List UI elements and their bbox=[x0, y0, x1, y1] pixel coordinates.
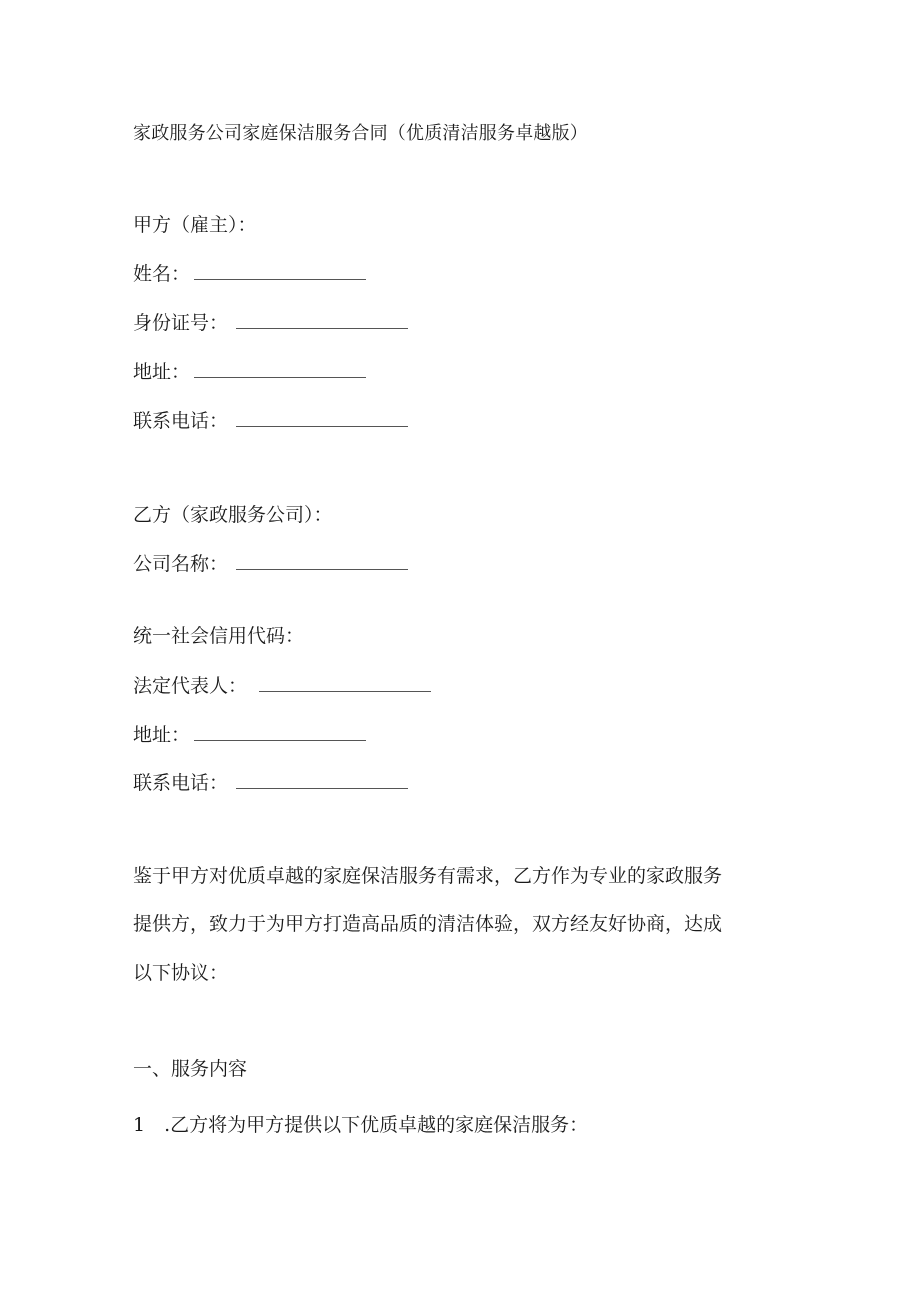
party-a-phone-row bbox=[133, 408, 408, 433]
party-a-address-label: 地址： bbox=[133, 361, 191, 383]
party-a-name-field[interactable] bbox=[194, 261, 366, 280]
party-b-company-field[interactable] bbox=[236, 551, 408, 570]
party-b-credit-code-label: 统一社会信用代码： bbox=[133, 625, 305, 647]
party-b-heading: 乙方（家政服务公司）： bbox=[133, 504, 333, 526]
party-b-phone-field[interactable] bbox=[236, 770, 408, 789]
party-a-id-label: 身份证号： bbox=[133, 312, 229, 334]
party-a-phone-field[interactable] bbox=[236, 408, 408, 427]
party-b-legal-rep-row bbox=[133, 673, 431, 698]
party-a-address-row bbox=[133, 359, 366, 384]
party-a-id-field[interactable] bbox=[236, 310, 408, 329]
section-1-heading: 一、服务内容 bbox=[133, 1058, 248, 1080]
party-a-id-row bbox=[133, 310, 408, 335]
party-a-address-field[interactable] bbox=[194, 359, 366, 378]
party-a-phone-label: 联系电话： bbox=[133, 410, 229, 432]
party-b-address-label: 地址： bbox=[133, 724, 191, 746]
preamble-line-1: 鉴于甲方对优质卓越的家庭保洁服务有需求，乙方作为专业的家政服务 bbox=[133, 865, 723, 887]
section-1-item-1: 1 .乙方将为甲方提供以下优质卓越的家庭保洁服务： bbox=[133, 1114, 589, 1136]
preamble-line-3: 以下协议： bbox=[133, 962, 229, 984]
party-b-legal-rep-label: 法定代表人： bbox=[133, 675, 248, 697]
party-a-name-row bbox=[133, 261, 366, 286]
party-a-name-label: 姓名： bbox=[133, 263, 191, 285]
party-b-phone-label: 联系电话： bbox=[133, 772, 229, 794]
party-b-address-row bbox=[133, 722, 366, 747]
preamble-line-2: 提供方，致力于为甲方打造高品质的清洁体验，双方经友好协商，达成 bbox=[133, 913, 723, 935]
party-b-address-field[interactable] bbox=[194, 722, 366, 741]
party-b-company-row bbox=[133, 551, 408, 576]
document-title: 家政服务公司家庭保洁服务合同（优质清洁服务卓越版） bbox=[133, 123, 588, 144]
party-a-heading: 甲方（雇主）： bbox=[133, 214, 257, 236]
party-b-company-label: 公司名称： bbox=[133, 553, 229, 575]
party-b-phone-row bbox=[133, 770, 408, 795]
party-b-legal-rep-field[interactable] bbox=[259, 673, 431, 692]
